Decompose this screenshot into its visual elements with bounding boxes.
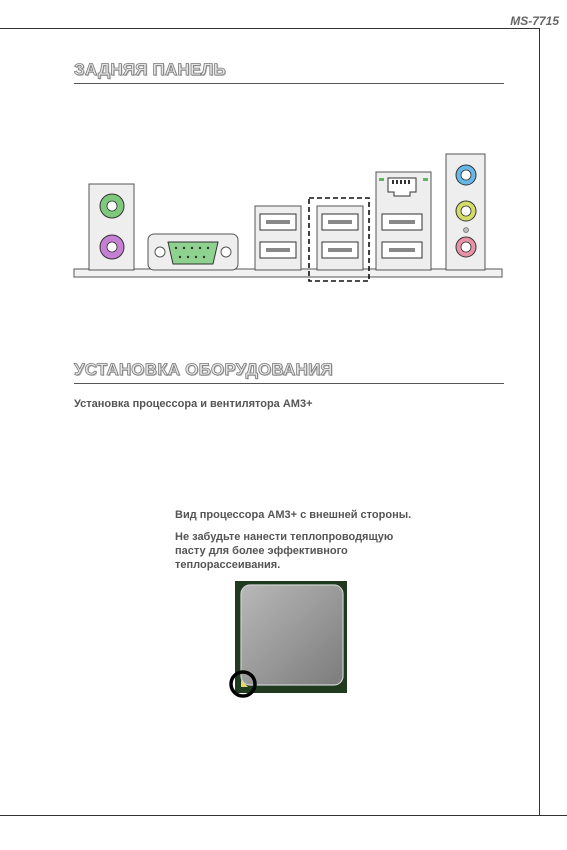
cpu-heat-spreader bbox=[241, 585, 343, 685]
cpu-illustration bbox=[225, 575, 355, 705]
back-panel-heading: ЗАДНЯЯ ПАНЕЛЬ bbox=[74, 60, 226, 79]
usb-ports-highlighted bbox=[309, 198, 369, 281]
installation-heading: УСТАНОВКА ОБОРУДОВАНИЯ bbox=[74, 360, 333, 379]
cpu-install-subtitle: Установка процессора и вентилятора AM3+ bbox=[74, 398, 313, 410]
audio-jacks bbox=[446, 154, 485, 270]
back-panel-heading-rule bbox=[74, 83, 504, 84]
lan-usb-ports bbox=[376, 172, 431, 270]
back-panel-illustration bbox=[70, 150, 510, 285]
installation-heading-rule bbox=[74, 383, 504, 384]
thermal-paste-note: Не забудьте нанести теплопроводящую пасту для более эффективного теплорассеивания. bbox=[175, 531, 394, 571]
usb-ports-left bbox=[255, 206, 301, 270]
header-rule bbox=[0, 28, 540, 29]
ps2-ports bbox=[89, 184, 134, 270]
serial-port bbox=[148, 234, 238, 270]
footer-rule bbox=[0, 815, 567, 816]
model-label: MS-7715 bbox=[510, 14, 559, 28]
cpu-view-note: Вид процессора AM3+ с внешней стороны. bbox=[175, 509, 412, 521]
page-edge-line bbox=[539, 28, 540, 815]
